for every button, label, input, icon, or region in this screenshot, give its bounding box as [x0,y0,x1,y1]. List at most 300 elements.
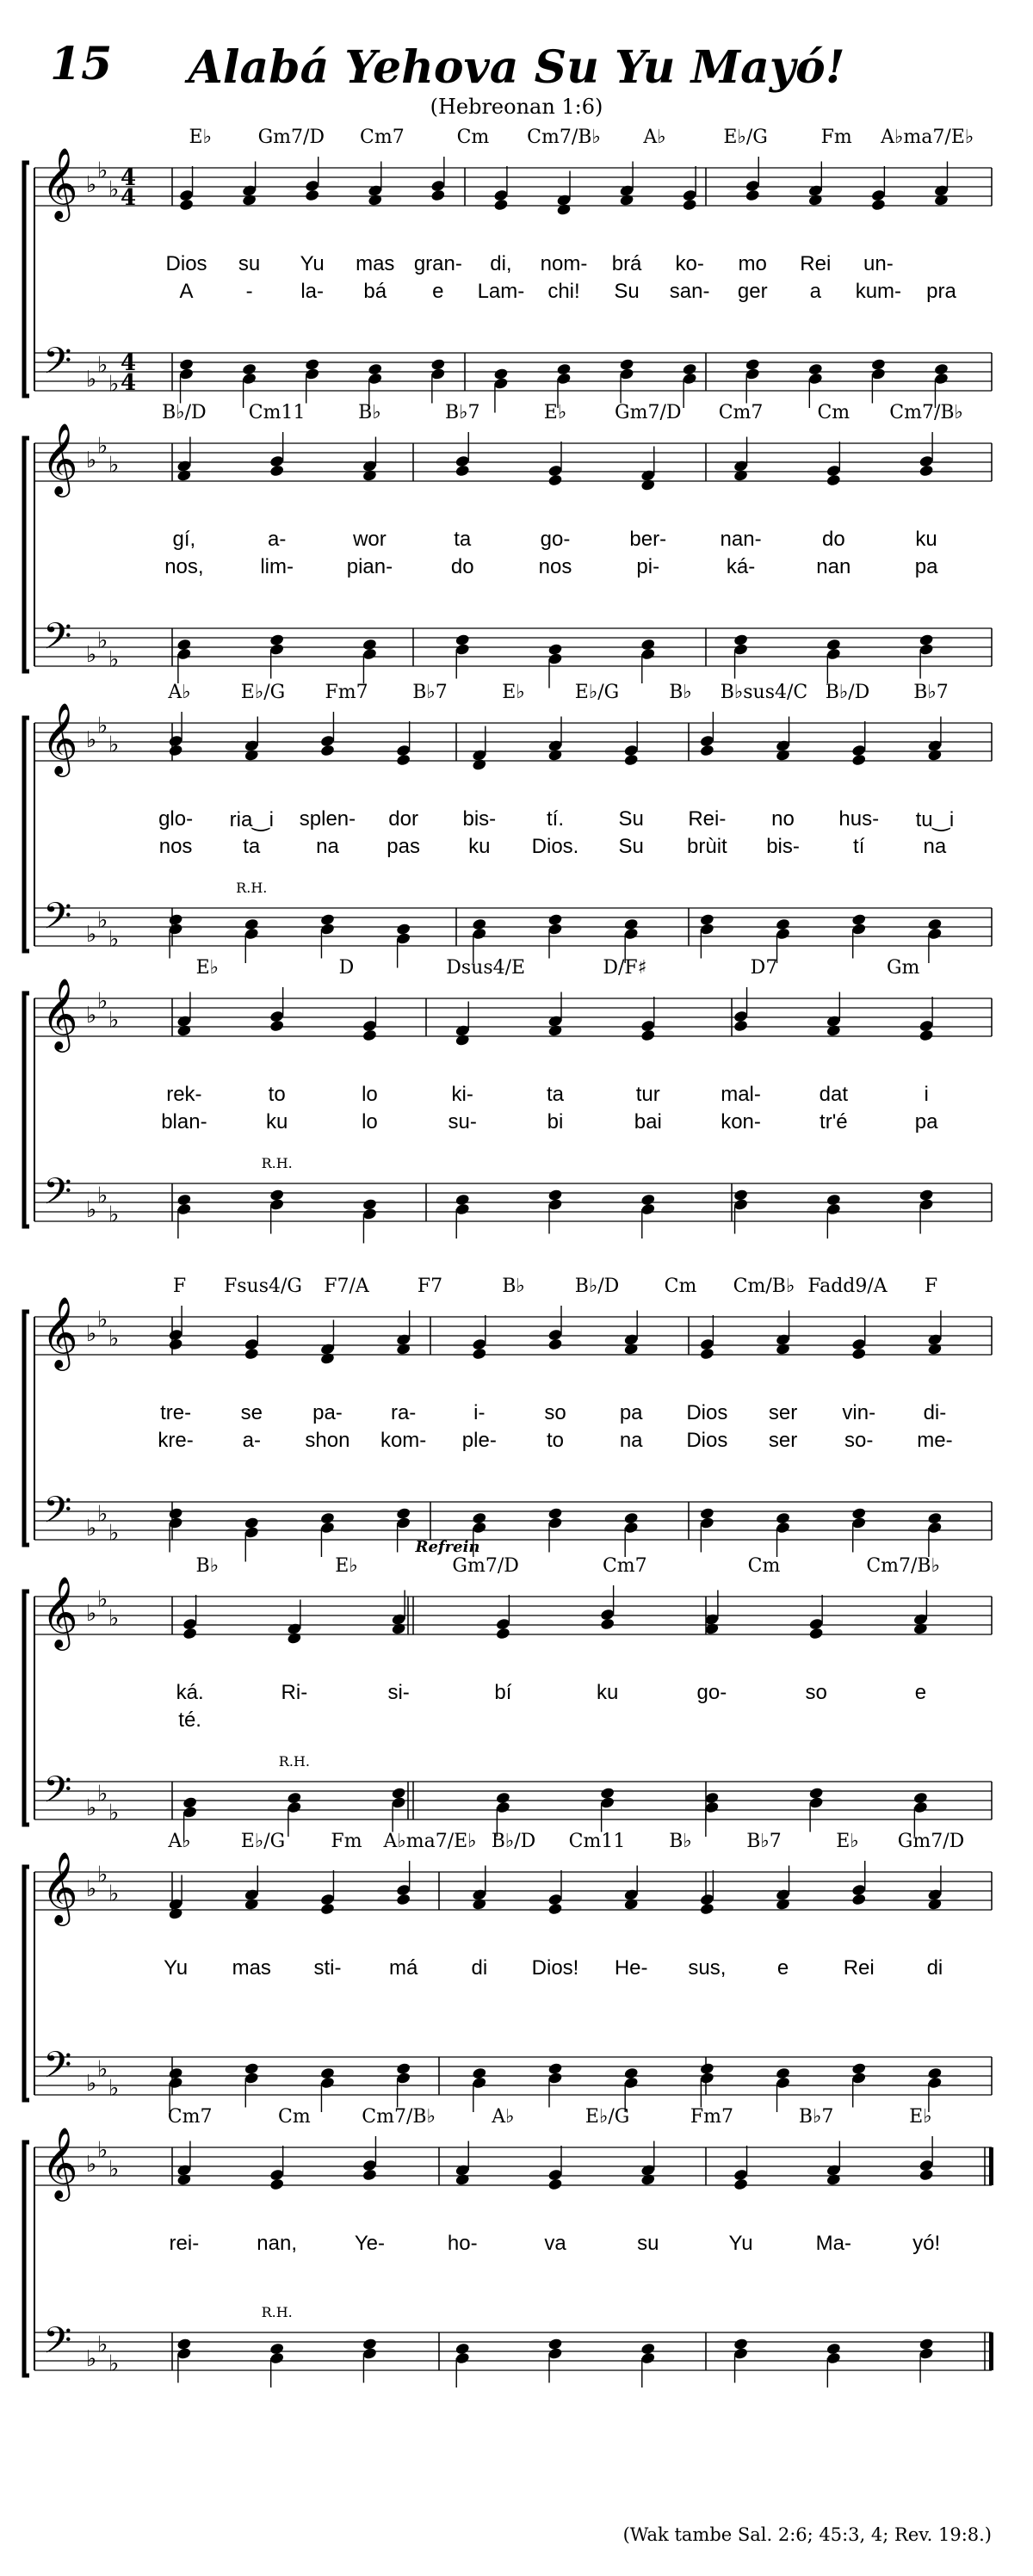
chord-symbol: E♭ [502,682,525,703]
note-head [547,923,563,936]
lyric-line-2: kom- [380,1429,427,1452]
lyric-line-2: ta [243,835,261,858]
lyric-line-1: go- [696,1681,727,1704]
chord-symbol: F [924,1276,938,1297]
note-head [619,368,634,380]
key-flat: ♭ [97,352,108,379]
lyric-line-1: a- [267,528,287,551]
music-system [34,1829,999,2130]
note-head [623,1898,639,1911]
rh-marking: R.H. [236,880,268,896]
note-head [547,2072,563,2085]
note-head [776,1521,791,1534]
bass-clef: 𝄢 [43,1171,72,1222]
note-head [851,2072,867,2085]
treble-clef: 𝄞 [41,2126,78,2198]
key-flat: ♭ [86,1795,97,1821]
bass-clef: 𝄢 [43,1769,72,1820]
note-head [927,1898,943,1911]
time-signature: 4 [121,370,137,396]
chord-symbol: B♭7 [913,682,949,703]
note-head [179,368,195,380]
lyric-line-2: Su [618,835,644,858]
lyric-line-1: sti- [313,1956,342,1980]
lyric-line-2: bis- [766,835,800,858]
note-head [808,1796,824,1809]
lyric-line-1: e [914,1681,927,1704]
note-head [168,923,183,936]
chord-symbol: Fm [820,127,852,148]
note-head [870,368,886,380]
note-head [176,2173,192,2186]
note-head [493,377,509,390]
lyric-line-2: kre- [158,1429,194,1452]
note-head [547,2347,563,2360]
lyric-line-2: to [546,1429,565,1452]
note-head [699,744,714,757]
note-head [472,1898,487,1911]
lyric-line-1: di [926,1956,943,1980]
music-system [34,125,999,426]
music-system [34,955,999,1257]
note-head [244,1526,259,1539]
lyric-line-2: shon [305,1429,350,1452]
note-head [182,1806,198,1819]
note-head [305,368,320,380]
note-head [287,1632,302,1645]
lyric-line-1: Rei [843,1956,875,1980]
lyric-line-2: pian- [346,555,393,578]
chord-symbol: A♭ma7/E♭ [383,1831,477,1852]
note-head [919,643,934,656]
lyric-line-1: bis- [462,807,497,831]
note-head [368,372,383,385]
time-signature: 4 [121,185,137,211]
chord-symbol: B♭7 [412,682,448,703]
lyric-line-1: tre- [160,1401,192,1424]
note-head [699,1347,714,1360]
lyric-line-1: so [544,1401,566,1424]
note-head [547,749,563,762]
lyric-line-1: va [544,2232,566,2255]
music-system [34,2104,999,2406]
chord-symbol: B♭sus4/C [720,682,808,703]
lyric-line-1: He- [614,1956,648,1980]
chord-symbol: B♭7 [444,402,480,423]
chord-symbol: Cm [747,1555,781,1577]
lyric-line-1: Dios [165,252,207,275]
lyric-line-2: ple- [461,1429,497,1452]
note-head [320,744,336,757]
note-head [547,1517,563,1529]
final-barline [989,2147,993,2185]
lyric-line-1: Ma- [815,2232,851,2255]
lyric-line-1: di [471,1956,488,1980]
key-flat: ♭ [108,452,120,479]
note-head [640,479,656,491]
lyric-line-2: ku [265,1110,288,1134]
lyric-line-1: ká. [176,1681,204,1704]
note-head [396,1893,411,1906]
note-head [176,647,192,660]
note-head [179,198,195,211]
time-signature: 4 [121,350,137,376]
key-flat: ♭ [108,1520,120,1547]
key-flat: ♭ [86,1321,97,1347]
lyric-line-1: dat [819,1083,849,1106]
lyric-line-2: na [619,1429,643,1452]
chord-symbol: Gm7/D [452,1555,519,1577]
lyric-line-2: tí [853,835,865,858]
key-flat: ♭ [97,627,108,654]
chord-symbol: B♭ [502,1276,525,1297]
lyric-line-1: tí. [546,807,565,831]
note-head [776,1898,791,1911]
lyric-line-1: go- [540,528,571,551]
key-flat: ♭ [97,158,108,184]
lyric-line-1: i- [473,1401,486,1424]
lyric-line-2: Su [614,280,640,303]
note-head [547,652,563,665]
chord-symbol: E♭/G [240,682,286,703]
note-head [168,2076,183,2089]
note-head [600,1617,615,1630]
lyric-line-1: un- [863,252,894,275]
chord-symbol: Cm [817,402,851,423]
lyric-line-1: si- [387,1681,410,1704]
note-head [919,2347,934,2360]
key-flat: ♭ [97,1183,108,1209]
note-head [640,2351,656,2364]
lyric-line-1: brá [611,252,642,275]
lyric-line-1: Ri- [281,1681,308,1704]
chord-symbol: E♭ [335,1555,358,1577]
note-head [269,2178,285,2190]
note-head [430,368,446,380]
note-head [682,198,697,211]
note-head [556,203,572,216]
lyric-line-1: ber- [629,528,667,551]
key-flat: ♭ [108,1202,120,1228]
note-head [168,1517,183,1529]
treble-clef: 𝄞 [41,422,78,494]
music-system [34,1274,999,1575]
chord-symbol: Cm7 [718,402,764,423]
song-number: 15 [50,38,113,90]
lyric-line-2: kon- [721,1110,761,1134]
lyric-line-1: mal- [721,1083,761,1106]
note-head [320,1902,336,1915]
lyric-line-2: pa [914,555,938,578]
lyric-line-1: má [388,1956,418,1980]
key-flat: ♭ [86,172,97,198]
lyric-line-2: pi- [636,555,660,578]
note-head [320,1352,336,1365]
note-head [733,1198,749,1211]
lyric-line-2: a- [242,1429,261,1452]
lyric-line-1: lo [362,1083,378,1106]
note-head [826,647,841,660]
treble-clef: 𝄞 [41,977,78,1049]
note-head [430,188,446,201]
note-head [269,1198,285,1211]
note-head [776,749,791,762]
note-head [807,194,823,207]
note-head [640,1029,656,1041]
note-head [176,2347,192,2360]
chord-symbol: E♭/G [585,2106,630,2128]
note-head [287,1801,302,1813]
note-head [699,1517,714,1529]
chord-symbol: Cm7/B♭ [889,402,963,423]
lyric-line-1: ko- [675,252,704,275]
lyric-line-2: ká- [726,555,756,578]
note-head [927,749,943,762]
note-head [547,1337,563,1350]
treble-clef: 𝄞 [41,701,78,774]
note-head [733,643,749,656]
note-head [776,1343,791,1356]
note-head [269,464,285,477]
music-system [34,680,999,981]
chord-symbol: B♭ [358,402,381,423]
note-head [547,1902,563,1915]
lyric-line-1: mas [232,1956,271,1980]
lyric-line-1: rek- [166,1083,202,1106]
note-head [556,372,572,385]
lyric-line-2: kum- [855,280,902,303]
note-head [623,753,639,766]
rh-marking: R.H. [278,1753,310,1770]
note-head [396,2072,411,2085]
note-head [472,2076,487,2089]
lyric-line-1: se [240,1401,263,1424]
lyric-line-1: hus- [838,807,880,831]
note-head [495,1627,510,1640]
lyric-line-2: A [179,280,194,303]
lyric-line-1: pa [619,1401,643,1424]
chord-symbol: B♭ [669,1831,692,1852]
key-flat: ♭ [108,1881,120,1907]
system-bracket [24,438,29,671]
lyric-line-1: nan- [720,528,762,551]
note-head [493,198,509,211]
chord-symbol: Fm7 [325,682,368,703]
chord-symbol: Gm [886,957,920,979]
note-head [619,194,634,207]
lyric-line-1: gran- [413,252,462,275]
lyric-line-1: yó! [912,2232,941,2255]
key-flat: ♭ [86,2152,97,2178]
lyric-line-1: no [771,807,795,831]
note-head [927,1521,943,1534]
lyric-line-1: ra- [390,1401,417,1424]
lyric-line-2: pa [914,1110,938,1134]
lyric-line-2: blan- [161,1110,207,1134]
note-head [851,923,867,936]
chord-symbol: F [172,1276,187,1297]
note-head [919,1029,934,1041]
key-flat: ♭ [86,1516,97,1541]
lyric-line-1: tur [635,1083,660,1106]
note-head [305,188,320,201]
system-bracket [24,1867,29,2100]
note-head [851,1893,867,1906]
lyric-line-2: ger [737,280,768,303]
lyric-line-1: do [821,528,845,551]
chord-symbol: D7 [750,957,778,979]
note-head [733,2178,749,2190]
note-head [745,188,760,201]
key-flat: ♭ [97,433,108,460]
note-head [826,473,841,486]
lyric-line-2: bá [363,280,387,303]
lyric-line-1: di, [490,252,512,275]
note-head [320,923,336,936]
note-head [919,2168,934,2181]
chord-symbol: Cm [278,2106,311,2128]
lyric-line-1: nan, [257,2232,298,2255]
note-head [455,2173,470,2186]
key-flat: ♭ [108,732,120,758]
chord-symbol: Cm7 [360,127,405,148]
chord-symbol: B♭/D [574,1276,620,1297]
note-head [244,927,259,940]
lyric-line-1: su [637,2232,659,2255]
note-head [623,1343,639,1356]
lyric-line-2: té. [178,1708,201,1732]
key-flat: ♭ [86,1197,97,1223]
rh-marking: R.H. [261,1155,293,1171]
chord-symbol: Cm7/B♭ [362,2106,436,2128]
chord-symbol: D/F♯ [603,957,647,979]
key-flat: ♭ [108,2075,120,2102]
chord-symbol: Fsus4/G [224,1276,302,1297]
note-head [176,1024,192,1037]
chord-symbol: Gm7/D [897,1831,965,1852]
lyric-line-1: di- [923,1401,947,1424]
lyric-line-1: Su [618,807,644,831]
key-flat: ♭ [86,1003,97,1029]
chord-symbol: Dsus4/E [446,957,526,979]
note-head [368,194,383,207]
note-head [927,1343,943,1356]
chord-symbol: A♭ [643,127,666,148]
chord-symbol: B♭7 [798,2106,834,2128]
lyric-line-2: bai [634,1110,662,1134]
note-head [623,2076,639,2089]
note-head [640,2173,656,2186]
key-flat: ♭ [108,2351,120,2377]
lyric-line-1: i [924,1083,929,1106]
lyric-line-1: mo [738,252,767,275]
system-bracket [24,1591,29,1825]
note-head [362,1029,378,1041]
note-head [455,2351,470,2364]
note-head [472,1521,487,1534]
key-flat: ♭ [108,2156,120,2183]
key-flat: ♭ [86,727,97,753]
lyric-line-2: la- [300,280,325,303]
note-head [547,2178,563,2190]
note-head [168,1907,183,1920]
note-head [927,927,943,940]
key-flat: ♭ [86,367,97,392]
lyric-line-1: Rei- [688,807,727,831]
chord-symbol: F7 [417,1276,443,1297]
chord-symbol: D [338,957,355,979]
note-head [269,2351,285,2364]
key-flat: ♭ [108,1605,120,1632]
lyric-line-2: nos [538,555,572,578]
chord-symbol: E♭ [836,1831,859,1852]
lyric-line-1: ta [454,528,472,551]
note-head [934,194,949,207]
note-head [396,932,411,945]
lyric-line-1: bí [494,1681,512,1704]
system-bracket [24,1312,29,1545]
note-head [919,1198,934,1211]
key-flat: ♭ [97,2056,108,2083]
bass-clef: 𝄢 [43,2044,72,2096]
note-head [455,1034,470,1047]
key-flat: ♭ [86,1876,97,1902]
note-head [182,1627,198,1640]
key-flat: ♭ [97,907,108,934]
note-head [600,1796,615,1809]
note-head [455,464,470,477]
note-head [269,1019,285,1032]
chord-symbol: E♭/G [723,127,768,148]
lyric-line-1: ser [768,1401,798,1424]
key-flat: ♭ [97,2332,108,2358]
note-head [362,469,378,482]
note-head [362,2168,378,2181]
lyric-line-1: ho- [447,2232,478,2255]
bass-clef: 𝄢 [43,2320,72,2371]
lyric-line-2: lim- [260,555,294,578]
chord-symbol: Cm7 [602,1555,647,1577]
lyric-line-2: Dios. [531,835,579,858]
lyric-line-1: vin- [842,1401,876,1424]
note-head [826,2173,841,2186]
bass-clef: 𝄢 [43,340,72,392]
lyric-line-1: wor [353,528,387,551]
note-head [870,198,886,211]
lyric-line-1: Ye- [354,2232,386,2255]
chord-symbol: A♭ma7/E♭ [881,127,974,148]
lyric-line-2: bi [547,1110,564,1134]
lyric-line-2: do [450,555,474,578]
note-head [472,927,487,940]
note-head [733,1019,749,1032]
note-head [168,744,183,757]
key-flat: ♭ [108,1800,120,1826]
system-bracket [24,993,29,1226]
note-head [320,2076,336,2089]
lyric-line-1: ku [915,528,937,551]
treble-clef: 𝄞 [41,146,78,219]
note-head [244,1898,259,1911]
lyric-line-1: su [238,252,261,275]
lyric-line-2: nos, [164,555,204,578]
chord-symbol: Cm7 [167,2106,213,2128]
lyric-line-2: lo [362,1110,378,1134]
chord-symbol: Cm [456,127,490,148]
note-head [699,2072,714,2085]
note-head [547,473,563,486]
chord-symbol: B♭ [669,682,692,703]
